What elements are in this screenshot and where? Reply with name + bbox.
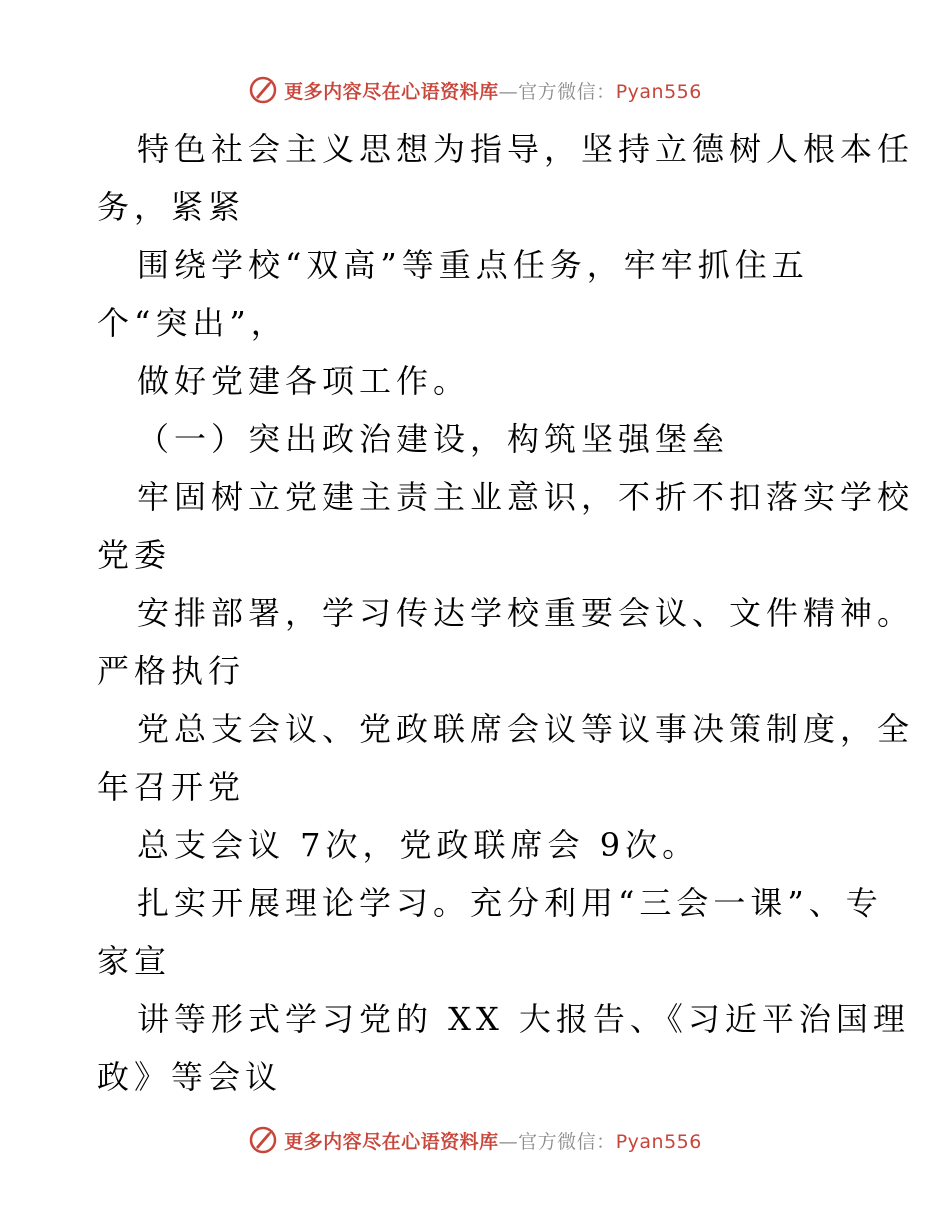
text-line: 做好党建各项工作。 xyxy=(137,362,471,400)
watermark-wechat-id: Pyan556 xyxy=(615,80,702,103)
text-line: 特色社会主义思想为指导，坚持立德树人根本任 xyxy=(137,130,915,168)
document-body xyxy=(97,120,915,1106)
text-line: 年召开党 xyxy=(97,768,246,806)
footer-watermark xyxy=(0,1120,950,1160)
text-line: 围绕学校“双高”等重点任务，牢牢抓住五 xyxy=(137,246,809,284)
text-line: 党总支会议、党政联席会议等议事决策制度，全 xyxy=(137,710,915,748)
watermark-wechat-id: Pyan556 xyxy=(615,1130,702,1153)
text-line: 扎实开展理论学习。充分利用“三会一课”、专 xyxy=(137,884,883,922)
header-watermark xyxy=(0,70,950,110)
text-line: 严格执行 xyxy=(97,652,246,690)
watermark-text xyxy=(284,1127,702,1154)
watermark-separator: — xyxy=(498,80,519,103)
watermark-wechat-label: 官方微信： xyxy=(518,80,616,103)
text-line: 务，紧紧 xyxy=(97,188,246,226)
text-line: 安排部署，学习传达学校重要会议、文件精神。 xyxy=(137,594,915,632)
text-line: 家宣 xyxy=(97,942,172,980)
watermark-separator: — xyxy=(498,1130,519,1153)
watermark-brand: 更多内容尽在心语资料库 xyxy=(284,80,499,103)
quill-logo-icon xyxy=(248,1125,278,1155)
watermark-text xyxy=(284,77,702,104)
text-line: 总支会议 7次，党政联席会 9次。 xyxy=(137,826,700,864)
text-line: （一）突出政治建设，构筑坚强堡垒 xyxy=(137,420,730,458)
quill-logo-icon xyxy=(248,75,278,105)
watermark-brand: 更多内容尽在心语资料库 xyxy=(284,1130,499,1153)
text-line: 个“突出”， xyxy=(97,304,288,342)
text-line: 牢固树立党建主责主业意识，不折不扣落实学校 xyxy=(137,478,915,516)
text-line: 政》等会议 xyxy=(97,1058,283,1096)
watermark-wechat-label: 官方微信： xyxy=(518,1130,616,1153)
text-line: 讲等形式学习党的 XX 大报告、《习近平治国理 xyxy=(137,1000,910,1038)
text-line: 党委 xyxy=(97,536,172,574)
